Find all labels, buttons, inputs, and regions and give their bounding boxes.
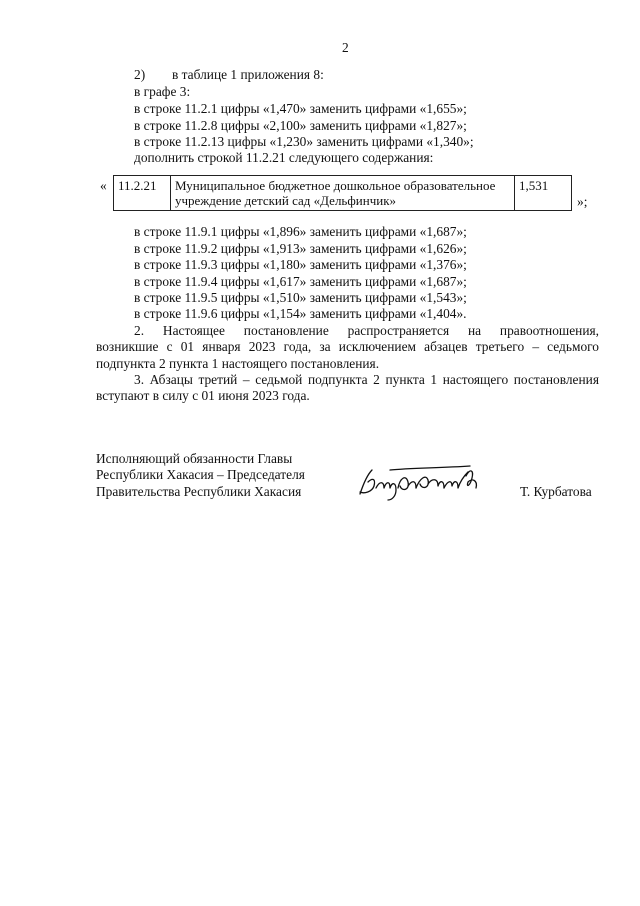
- row-name-line2: учреждение детский сад «Дельфинчик»: [175, 193, 397, 208]
- text-line: в строке 11.9.5 цифры «1,510» заменить цифрами «1,543»;: [134, 290, 467, 305]
- text-line: в строке 11.2.8 цифры «2,100» заменить цифрами «1,827»;: [134, 118, 467, 133]
- signatory-name: Т. Курбатова: [520, 484, 592, 499]
- row-value: 1,531: [515, 176, 572, 211]
- text-line: в строке 11.9.3 цифры «1,180» заменить цифрами «1,376»;: [134, 257, 467, 272]
- signatory-title-line3: Правительства Республики Хакасия: [96, 484, 302, 499]
- row-name: [171, 176, 515, 211]
- para3-line2: вступают в силу с 01 июня 2023 года.: [96, 388, 310, 403]
- para2-line3: подпункта 2 пункта 1 настоящего постановления.: [96, 356, 380, 371]
- item-number: 2): [134, 67, 146, 82]
- row-code: 11.2.21: [114, 176, 171, 211]
- text-line: в графе 3:: [134, 84, 191, 99]
- text-line: в строке 11.2.1 цифры «1,470» заменить цифрами «1,655»;: [134, 101, 467, 116]
- signatory-title-line1: Исполняющий обязанности Главы: [96, 451, 293, 466]
- para2-line1: 2. Настоящее постановление распространяется на правоотношения,: [134, 323, 599, 338]
- text-line: в строке 11.9.4 цифры «1,617» заменить цифрами «1,687»;: [134, 274, 467, 289]
- text-line: в строке 11.9.1 цифры «1,896» заменить цифрами «1,687»;: [134, 224, 467, 239]
- page-number: 2: [342, 40, 349, 55]
- inserted-row-table: [113, 175, 572, 211]
- row-name-line1: Муниципальное бюджетное дошкольное образовательное: [175, 178, 496, 193]
- text-line: в строке 11.9.2 цифры «1,913» заменить цифрами «1,626»;: [134, 241, 467, 256]
- para2-line2: возникшие с 01 января 2023 года, за исключением абзацев третьего – седьмого: [96, 339, 599, 354]
- text-line: дополнить строкой 11.2.21 следующего содержания:: [134, 150, 434, 165]
- text-line: в строке 11.9.6 цифры «1,154» заменить цифрами «1,404».: [134, 306, 467, 321]
- signatory-title-line2: Республики Хакасия – Председателя: [96, 467, 305, 482]
- item-text: в таблице 1 приложения 8:: [172, 67, 324, 82]
- open-quote: «: [100, 178, 107, 193]
- close-quote: »;: [577, 194, 588, 209]
- table-row: [114, 176, 572, 211]
- text-line: в строке 11.2.13 цифры «1,230» заменить цифрами «1,340»;: [134, 134, 474, 149]
- handwritten-signature: [350, 460, 500, 504]
- para3-line1: 3. Абзацы третий – седьмой подпункта 2 пункта 1 настоящего постановления: [134, 372, 599, 387]
